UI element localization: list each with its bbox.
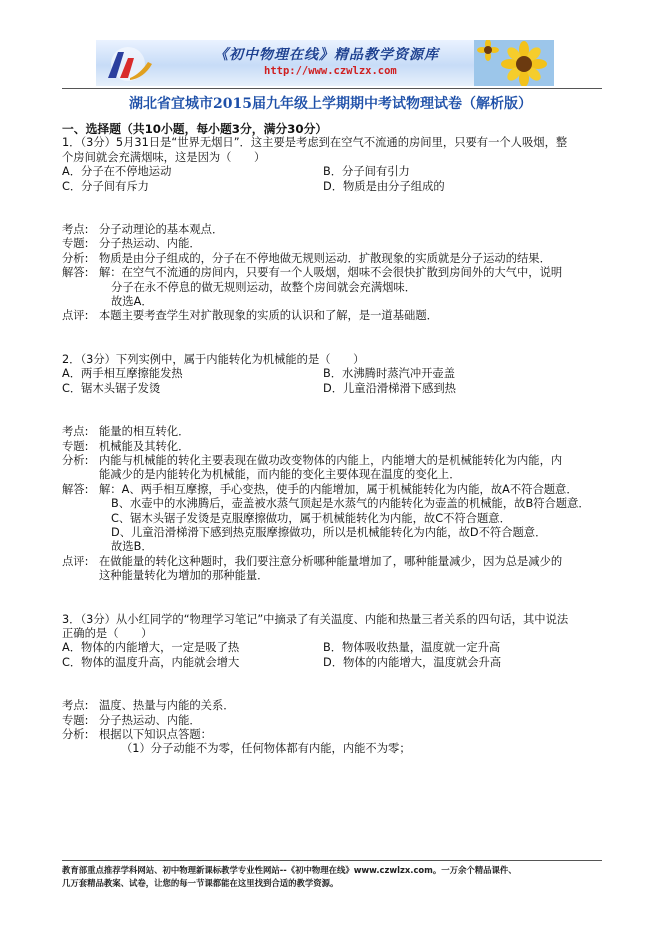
fenxi-text: 根据以下知识点答题： xyxy=(99,728,212,741)
kaodian-row xyxy=(62,425,607,439)
kaodian-row xyxy=(62,223,607,237)
fenxi-text: 物质是由分子组成的，分子在不停地做无规则运动．扩散现象的实质就是分子运动的结果． xyxy=(99,251,551,265)
option-b: B．分子间有引力 xyxy=(323,165,410,179)
zhuanti-row xyxy=(62,440,607,454)
dianping-text: 在做能量的转化这种题时，我们要注意分析哪种能量增加了，哪种能量减少，因为总是减少的 xyxy=(99,554,563,568)
zhuanti-row xyxy=(62,714,607,728)
dianping-label: 点评: xyxy=(62,309,89,323)
question-stem-line: 3．（3分）从小红同学的“物理学习笔记”中摘录了有关温度、内能和热量三者关系的四句话，其中说法 xyxy=(62,612,569,626)
zhuanti-text: 分子热运动、内能． xyxy=(99,713,201,727)
jieda-text: B、水壶中的水沸腾后，壶盖被水蒸气顶起是水蒸气的内能转化为壶盖的机械能，故B符合题意． xyxy=(111,497,590,511)
option-row xyxy=(62,641,607,655)
dianping-text: 这种能量转化为增加的那种能量． xyxy=(99,569,269,583)
jieda-text: C、锯木头锯子发烫是克服摩擦做功，属于机械能转化为内能，故C不符合题意． xyxy=(111,511,511,525)
zhuanti-text: 机械能及其转化． xyxy=(99,439,190,453)
fenxi-row xyxy=(62,252,607,266)
banner-title: 《初中物理在线》精品教学资源库 xyxy=(214,47,439,63)
dianping-text: 本题主要考查学生对扩散现象的实质的认识和了解，是一道基础题． xyxy=(99,309,438,323)
option-row xyxy=(62,367,607,381)
jieda-label: 解答: xyxy=(62,266,89,280)
kaodian-text: 温度、热量与内能的关系． xyxy=(99,699,235,713)
fenxi-label: 分析: xyxy=(62,728,89,741)
jieda-label: 解答: xyxy=(62,482,89,496)
jieda-row xyxy=(62,483,607,555)
option-d: D．物体的内能增大，温度就会升高 xyxy=(323,655,502,669)
header-banner xyxy=(96,40,554,86)
option-c: C．物体的温度升高，内能就会增大 xyxy=(62,655,240,669)
kaodian-row xyxy=(62,699,607,713)
zhuanti-label: 专题: xyxy=(62,237,89,251)
question-2 xyxy=(62,353,607,584)
option-a: A．物体的内能增大，一定是吸了热 xyxy=(62,641,240,655)
option-b: B．水沸腾时蒸汽冲开壶盖 xyxy=(323,367,456,381)
option-d: D．物质是由分子组成的 xyxy=(323,179,445,193)
fenxi-row xyxy=(62,454,607,483)
site-logo-icon xyxy=(98,42,158,84)
footer-line: 几万套精品教案、试卷，让您的每一节课都能在这里找到合适的教学资源。 xyxy=(62,877,339,888)
question-stem-line: 1．（3分）5月31日是“世界无烟日”．这主要是考虑到在空气不流通的房间里，只要有一个人吸烟，整 xyxy=(62,136,568,150)
fenxi-text: （1）分子动能不为零，任何物体都有内能，内能不为零； xyxy=(121,742,411,756)
zhuanti-row xyxy=(62,237,607,251)
kaodian-label: 考点: xyxy=(62,699,89,713)
title-rule xyxy=(62,88,602,89)
page-footer xyxy=(62,860,602,889)
fenxi-label: 分析: xyxy=(62,453,89,467)
zhuanti-text: 分子热运动、内能． xyxy=(99,237,201,251)
option-row xyxy=(62,382,607,396)
fenxi-row xyxy=(62,728,607,757)
option-c: C．分子间有斥力 xyxy=(62,179,149,193)
jieda-answer: 故选A． xyxy=(111,295,153,309)
kaodian-text: 分子动理论的基本观点． xyxy=(99,223,224,237)
option-b: B．物体吸收热量，温度就一定升高 xyxy=(323,641,501,655)
jieda-text: 解：A、两手相互摩擦，手心变热，使手的内能增加，属于机械能转化为内能，故A不符合题意． xyxy=(99,482,578,496)
dianping-row xyxy=(62,309,607,323)
question-stem-line: 个房间就会充满烟味，这是因为（ ） xyxy=(62,150,266,164)
jieda-row xyxy=(62,266,607,309)
jieda-text: D、儿童沿滑梯滑下感到热克服摩擦做功，所以是机械能转化为内能，故D不符合题意． xyxy=(111,525,547,539)
section-heading: 一、选择题（共10小题，每小题3分，满分30分） xyxy=(62,122,328,136)
question-1 xyxy=(62,136,607,323)
footer-line: 教育部重点推荐学科网站、初中物理新课标教学专业性网站--《初中物理在线》www.czwlzx.com。一万余个精品课件、 xyxy=(62,865,517,875)
dianping-label: 点评: xyxy=(62,554,89,568)
zhuanti-label: 专题: xyxy=(62,713,89,727)
fenxi-label: 分析: xyxy=(62,251,89,265)
question-stem-line: 2．（3分）下列实例中，属于内能转化为机械能的是（ ） xyxy=(62,352,365,366)
fenxi-text: 能减少的是内能转化为机械能，而内能的变化主要体现在温度的变化上． xyxy=(99,468,461,482)
jieda-text: 解：在空气不流通的房间内，只要有一个人吸烟，烟味不会很快扩散到房间外的大气中，说明 xyxy=(99,266,563,280)
kaodian-label: 考点: xyxy=(62,425,89,439)
option-row xyxy=(62,656,607,670)
option-c: C．锯木头锯子发烫 xyxy=(62,381,161,395)
fenxi-text: 内能与机械能的转化主要表现在做功改变物体的内能上，内能增大的是机械能转化为内能，内 xyxy=(99,453,563,467)
dianping-row xyxy=(62,555,607,584)
option-d: D．儿童沿滑梯滑下感到热 xyxy=(323,381,456,395)
option-a: A．分子在不停地运动 xyxy=(62,165,172,179)
option-row xyxy=(62,165,607,179)
option-a: A．两手相互摩擦能发热 xyxy=(62,367,183,381)
kaodian-text: 能量的相互转化． xyxy=(99,425,190,439)
zhuanti-label: 专题: xyxy=(62,439,89,453)
kaodian-label: 考点: xyxy=(62,223,89,237)
document-body xyxy=(62,122,607,757)
jieda-answer: 故选B． xyxy=(111,540,153,554)
option-row xyxy=(62,180,607,194)
question-stem-line: 正确的是（ ） xyxy=(62,626,153,640)
question-3 xyxy=(62,613,607,757)
sunflower-icon xyxy=(474,40,554,86)
jieda-text: 分子在永不停息的做无规则运动，故整个房间就会充满烟味． xyxy=(111,280,417,294)
document-title: 湖北省宜城市2015届九年级上学期期中考试物理试卷（解析版） xyxy=(129,96,532,112)
banner-url[interactable]: http://www.czwlzx.com xyxy=(264,65,397,77)
